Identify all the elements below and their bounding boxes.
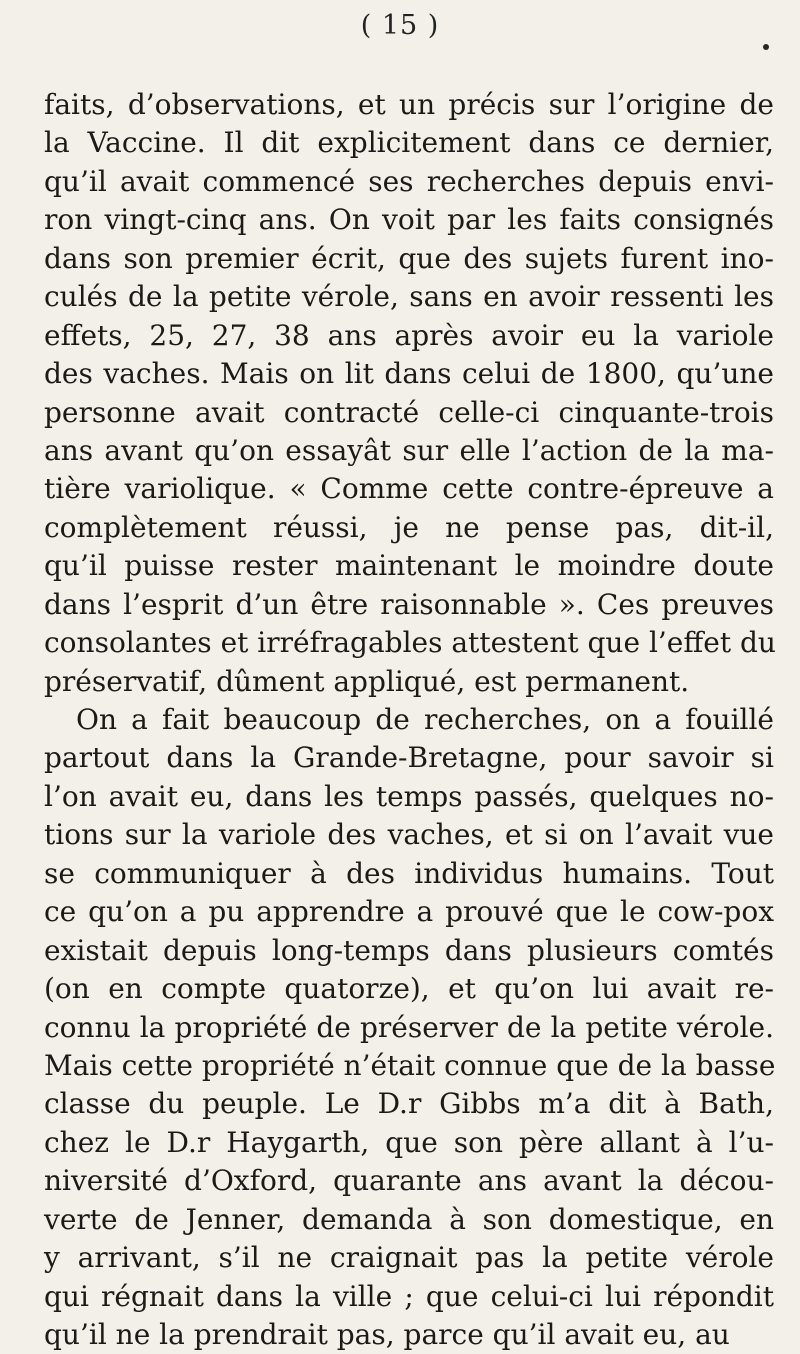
text-line: ce qu’on a pu apprendre a prouvé que le cow-pox <box>44 895 774 929</box>
text-line: préservatif, dûment appliqué, est permanent. <box>44 664 690 698</box>
text-line: connu la propriété de préserver de la petite vérole. <box>44 1010 774 1044</box>
text-line: verte de Jenner, demanda à son domestique, en <box>44 1202 774 1236</box>
text-line: la Vaccine. Il dit explicitement dans ce dernier, <box>44 126 774 160</box>
text-line: se communiquer à des individus humains. Tout <box>44 856 774 890</box>
text-line: qu’il avait commencé ses recherches depuis envi- <box>44 164 774 198</box>
text-line: partout dans la Grande-Bretagne, pour savoir si <box>44 741 774 775</box>
text-line: qu’il ne la prendrait pas, parce qu’il avait eu, au <box>44 1318 730 1351</box>
ink-speck <box>763 44 769 50</box>
text-line: des vaches. Mais on lit dans celui de 1800, qu’une <box>44 357 774 391</box>
body-text <box>44 86 774 1354</box>
text-line: existait depuis long-temps dans plusieurs comtés <box>44 933 774 967</box>
text-line: consolantes et irréfragables attestent que l’effet du <box>44 626 776 660</box>
text-line: dans l’esprit d’un être raisonnable ». Ces preuves <box>44 587 774 621</box>
text-line: qui régnait dans la ville ; que celui-ci lui répondit <box>44 1279 774 1313</box>
text-line: ron vingt-cinq ans. On voit par les faits consignés <box>44 203 774 237</box>
text-line: y arrivant, s’il ne craignait pas la petite vérole <box>44 1241 774 1275</box>
text-line: complètement réussi, je ne pense pas, dit-il, <box>44 510 774 544</box>
text-line: faits, d’observations, et un précis sur l’origine de <box>44 88 774 121</box>
text-line: niversité d’Oxford, quarante ans avant la décou- <box>44 1164 774 1198</box>
paragraph-start-line: On a fait beaucoup de recherches, on a fouillé <box>76 703 774 736</box>
text-line: qu’il puisse rester maintenant le moindre doute <box>44 549 774 583</box>
text-line: effets, 25, 27, 38 ans après avoir eu la variole <box>44 318 774 352</box>
text-line: l’on avait eu, dans les temps passés, quelques no- <box>44 779 774 813</box>
text-line: personne avait contracté celle-ci cinquante-trois <box>44 395 774 429</box>
text-line: culés de la petite vérole, sans en avoir ressenti les <box>44 280 774 314</box>
text-line: chez le D.r Haygarth, que son père allant à l’u- <box>44 1125 774 1159</box>
text-line: dans son premier écrit, que des sujets furent ino- <box>44 241 774 275</box>
text-line: tière variolique. « Comme cette contre-épreuve a <box>44 472 774 506</box>
text-line: ans avant qu’on essayât sur elle l’action de la ma- <box>44 433 774 467</box>
text-line: tions sur la variole des vaches, et si on l’avait vue <box>44 818 774 852</box>
text-line: Mais cette propriété n’était connue que de la basse <box>44 1048 776 1082</box>
text-line: classe du peuple. Le D.r Gibbs m’a dit à Bath, <box>44 1087 774 1121</box>
text-line: (on en compte quatorze), et qu’on lui avait re- <box>44 972 774 1006</box>
page-number: ( 15 ) <box>360 10 440 41</box>
